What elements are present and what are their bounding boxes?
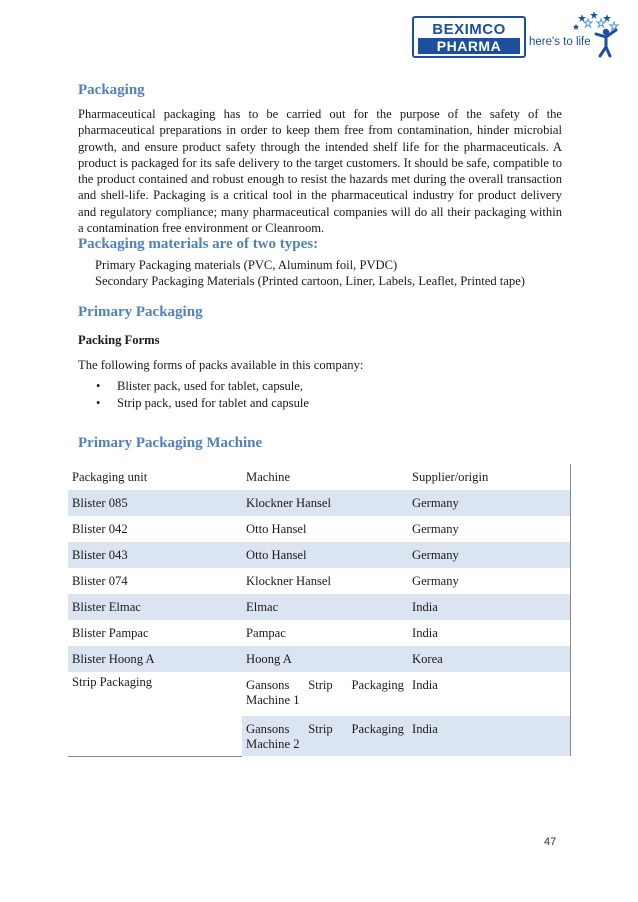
table-cell: Germany [408,542,571,568]
material-type-item: Primary Packaging materials (PVC, Aluminum foil, PVDC) [95,258,398,272]
table-cell: Blister 043 [68,542,242,568]
machine-name-line [246,722,404,737]
machine-word: Strip [308,722,333,736]
table-cell-text: Strip Packaging [72,675,153,689]
table-header-cell: Supplier/origin [408,464,571,490]
packaging-machine-table [68,464,571,757]
logo-line2: PHARMA [418,38,520,54]
packing-forms-list [96,378,309,412]
machine-name-line2: Machine 1 [246,693,300,707]
materials-types-list [95,257,525,289]
table-row [68,516,571,542]
heading-packaging-machine: Primary Packaging Machine [78,435,263,451]
machine-word: Strip [308,678,333,692]
stars-figure-icon [572,10,620,58]
material-type-item: Secondary Packaging Materials (Printed cartoon, Liner, Labels, Leaflet, Printed tape) [95,274,525,288]
table-cell: Blister Elmac [68,594,242,620]
table-cell: Klockner Hansel [242,490,408,516]
table-row [68,594,571,620]
table-row [68,542,571,568]
table-cell: India [408,620,571,646]
table-cell: India [408,716,571,756]
heading-materials-types: Packaging materials are of two types: [78,236,319,252]
table-cell: India [408,594,571,620]
logo-tagline: here's to life [529,36,591,48]
table-row [68,646,571,672]
table-cell: Blister 074 [72,574,128,588]
machine-word: Gansons [246,678,290,692]
table-cell: Germany [408,516,571,542]
table-cell: Blister Pampac [72,626,149,640]
table-cell: Pampac [246,626,286,640]
page-number: 47 [544,836,557,848]
machine-word: Packaging [351,678,404,692]
machine-name-line [246,678,404,693]
table-cell: Hoong A [242,646,408,672]
logo-box [412,16,526,58]
table-row [68,568,571,594]
machine-word: Packaging [351,722,404,736]
heading-primary-packaging: Primary Packaging [78,304,203,320]
packing-forms-intro: The following forms of packs available in this company: [78,358,364,372]
table-cell: Germany [408,568,571,594]
table-cell: Otto Hansel [246,522,307,536]
table-header-cell: Machine [246,470,291,484]
table-header-row [68,464,571,490]
heading-packaging: Packaging [78,82,145,98]
logo-line1: BEXIMCO [432,21,506,38]
table-header-cell: Packaging unit [72,470,148,484]
table-cell: Blister 085 [68,490,242,516]
packing-forms-label: Packing Forms [78,333,160,347]
table-cell: Otto Hansel [242,542,408,568]
table-cell: Elmac [242,594,408,620]
table-cell: India [408,672,571,716]
list-item: • Blister pack, used for tablet, capsule, [96,378,309,395]
list-item: • Strip pack, used for tablet and capsule [96,395,309,412]
table-cell [242,672,408,716]
table-cell: Blister Hoong A [68,646,242,672]
table-cell [242,716,408,756]
strip-packaging-cell [68,672,242,756]
beximco-pharma-logo [412,14,622,58]
table-row [68,672,571,716]
table-cell: Germany [408,490,571,516]
packaging-paragraph: Pharmaceutical packaging has to be carried out for the purpose of the safety of the pharmaceutical preparations in order to keep them free from contamination, hinder microbial growth, and ensure product safety through the intended shelf life for the pharmaceuticals. A product is packaged for its safe delivery to the target customers. It should be safe, compatible to the product contained and robust enough to resist the hazards met during the overall transaction and shell-life. Packaging is a critical tool in the pharmaceutical industry for product delivery and regulatory compliance; many pharmaceutical companies will do all their packaging within a contamination free environment or Cleanroom. [78,107,562,236]
machine-name-line2: Machine 2 [246,737,300,751]
table-row [68,620,571,646]
table-cell: Korea [408,646,571,672]
table-row [68,490,571,516]
table-cell: Blister 042 [72,522,128,536]
table-cell: Klockner Hansel [246,574,331,588]
machine-word: Gansons [246,722,290,736]
